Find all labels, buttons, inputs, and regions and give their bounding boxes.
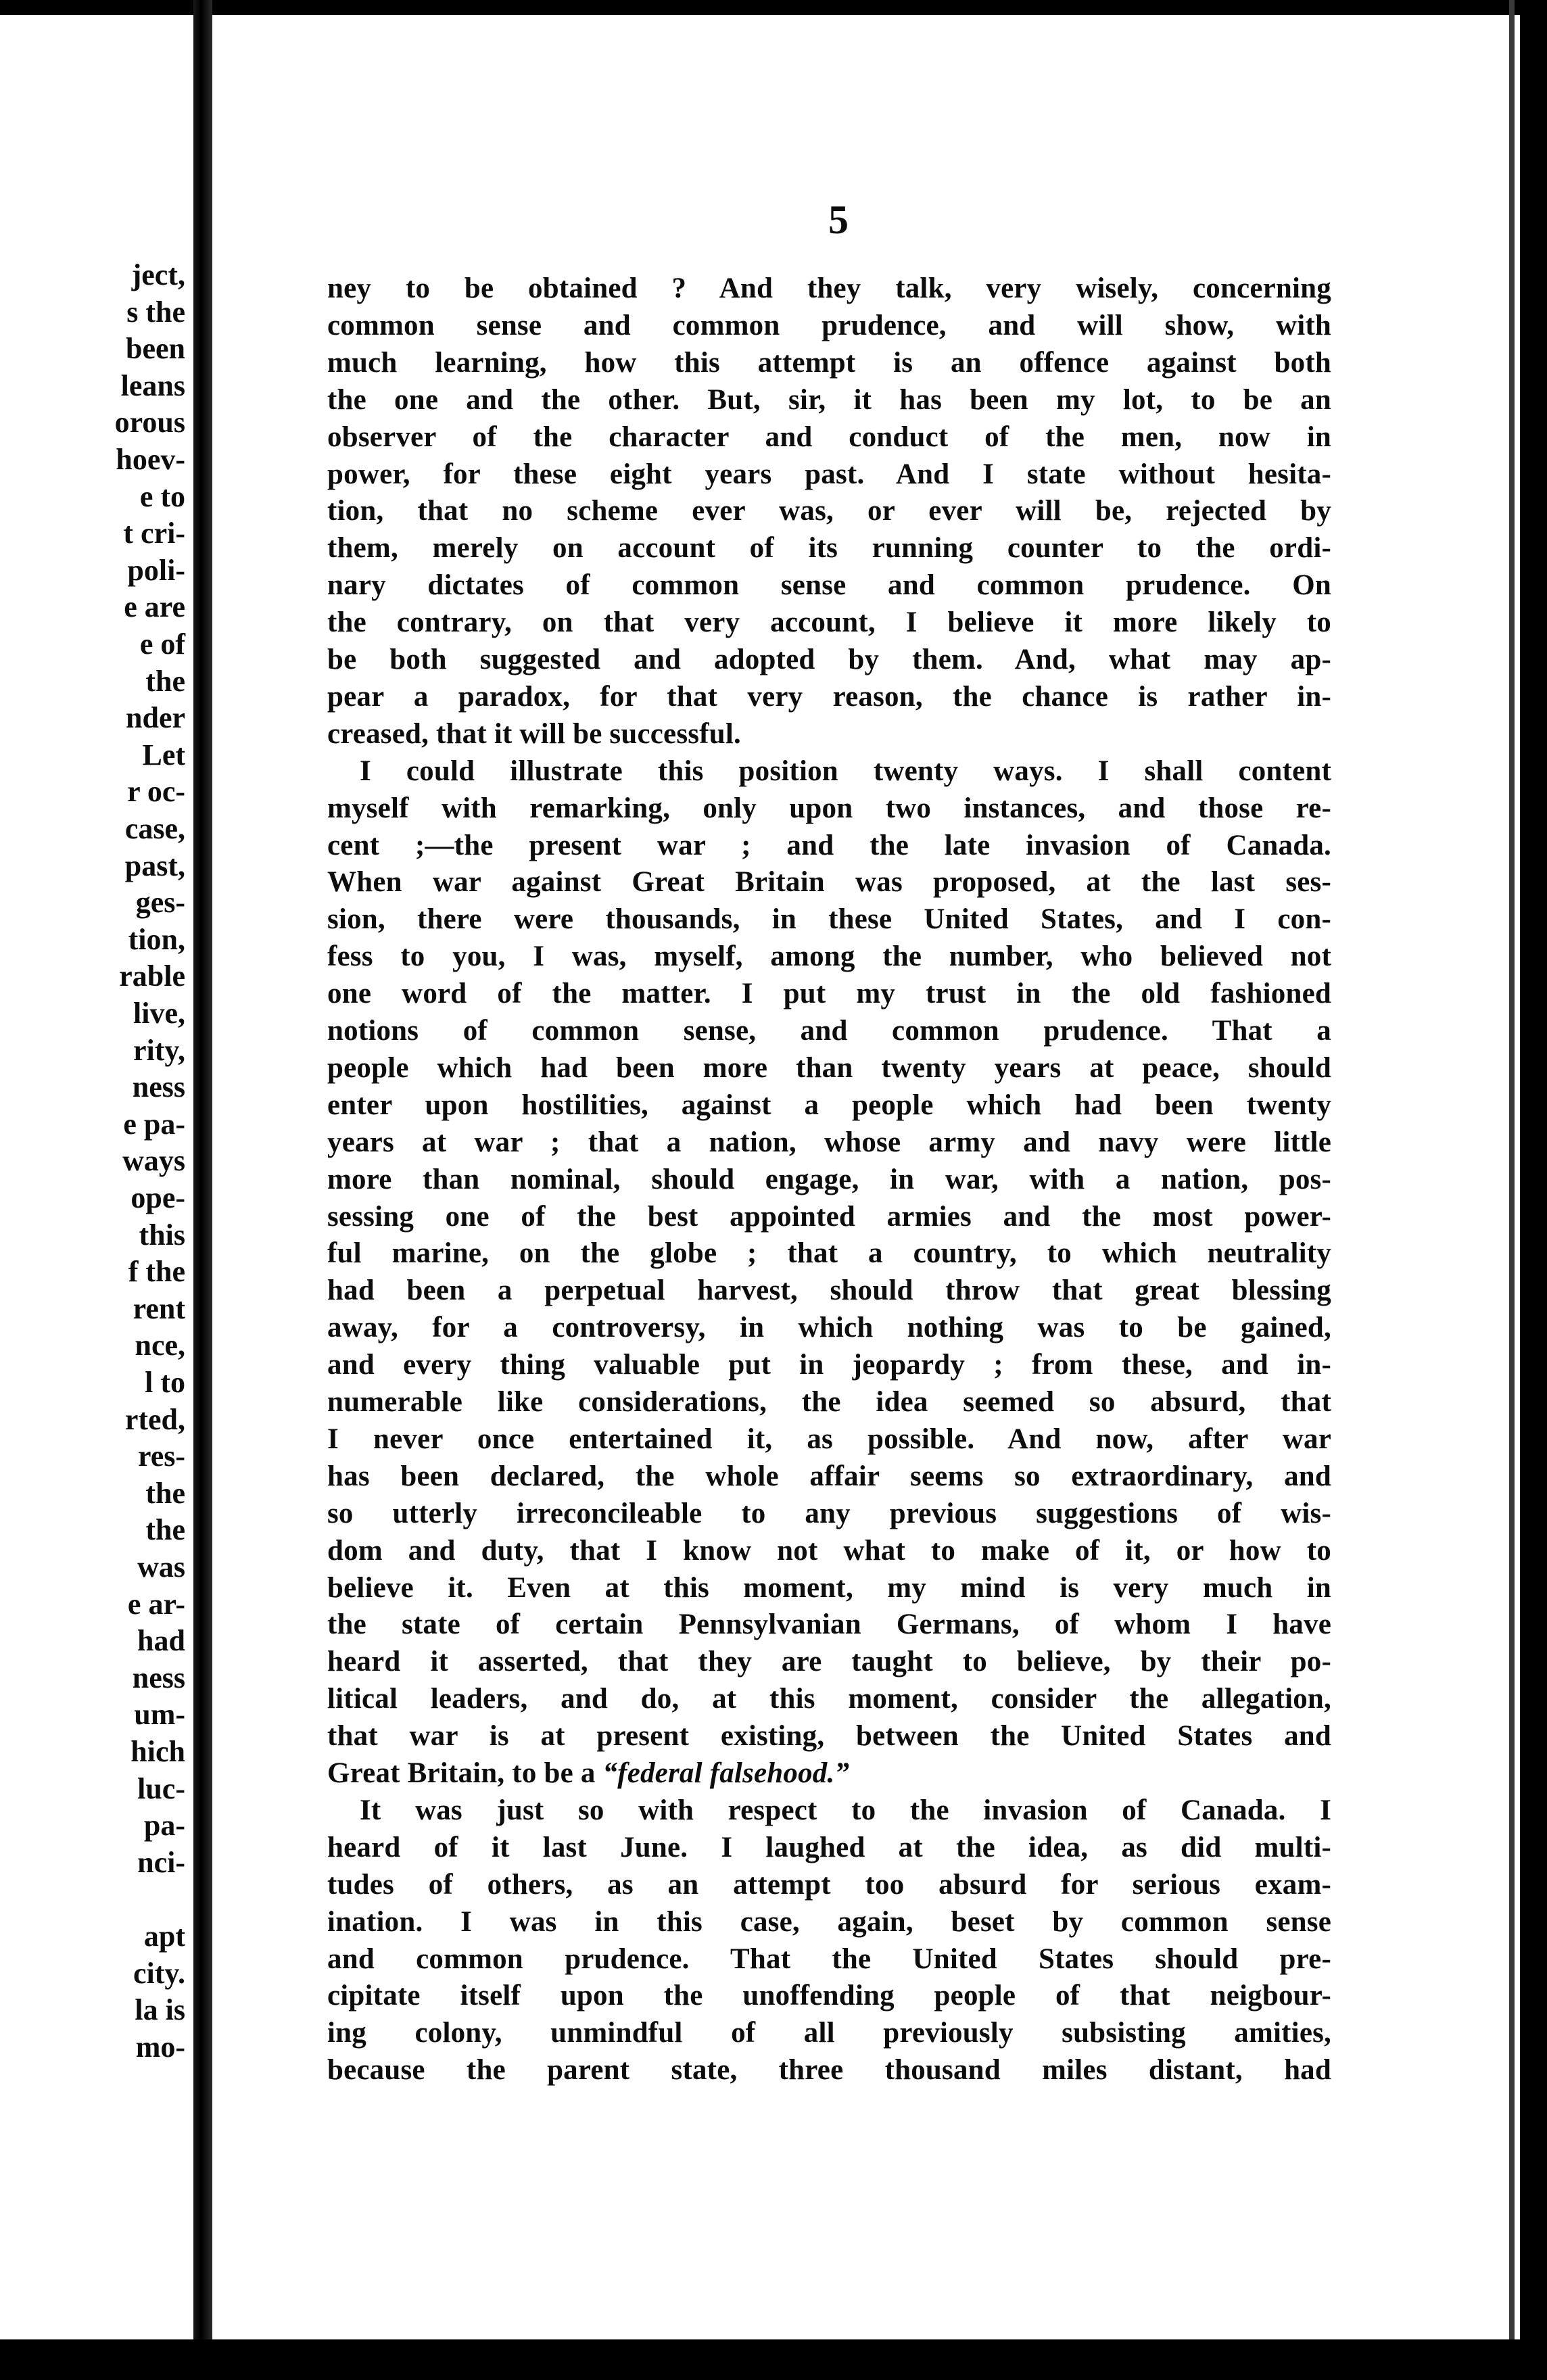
text-line bbox=[327, 1978, 1331, 2014]
text-line-content: and every thing valuable put in jeopardy ; from these, and in- bbox=[327, 1349, 1331, 1381]
facing-page-line: poli- bbox=[127, 553, 185, 587]
scan-border-bottom bbox=[0, 2339, 1547, 2380]
text-line-content: sessing one of the best appointed armies and the most power- bbox=[327, 1200, 1331, 1233]
text-line-content: litical leaders, and do, at this moment, consider the allegation, bbox=[327, 1683, 1331, 1715]
facing-page-line: um- bbox=[134, 1698, 185, 1732]
text-line-content: common sense and common prudence, and will show, with bbox=[327, 309, 1331, 341]
text-line bbox=[327, 419, 1331, 456]
text-line-content: enter upon hostilities, against a people which had been twenty bbox=[327, 1089, 1331, 1121]
facing-page-line: t cri- bbox=[123, 517, 185, 550]
text-line bbox=[327, 1384, 1331, 1421]
text-line bbox=[327, 1347, 1331, 1383]
text-line-content: Great Britain, to be a bbox=[327, 1757, 596, 1789]
facing-page-line: been bbox=[126, 332, 185, 366]
text-line-content: the one and the other. But, sir, it has been my lot, to be an bbox=[327, 383, 1331, 416]
text-line-content: power, for these eight years past. And I state without hesita- bbox=[327, 458, 1331, 490]
text-line bbox=[327, 976, 1331, 1012]
text-line bbox=[327, 1013, 1331, 1049]
facing-page-line: the bbox=[145, 1476, 185, 1510]
facing-page-line: ways bbox=[122, 1144, 185, 1178]
text-line-content: so utterly irreconcileable to any previous suggestions of wis- bbox=[327, 1497, 1331, 1529]
text-line-content: because the parent state, three thousand miles distant, had bbox=[327, 2054, 1331, 2087]
text-line bbox=[327, 1162, 1331, 1198]
facing-page-line: this bbox=[139, 1218, 185, 1252]
text-line-content: has been declared, the whole affair seems so extraordinary, and bbox=[327, 1460, 1331, 1492]
text-line-content: them, merely on account of its running counter to the ordi- bbox=[327, 532, 1331, 565]
facing-page-line: r oc- bbox=[127, 775, 185, 809]
text-line bbox=[327, 1050, 1331, 1087]
text-line-content: the state of certain Pennsylvanian Germans, of whom I have bbox=[327, 1609, 1331, 1641]
facing-page-line: e are bbox=[124, 590, 185, 624]
text-line bbox=[327, 1792, 1331, 1829]
facing-page-line: nder bbox=[126, 701, 185, 735]
facing-page-line: was bbox=[137, 1550, 185, 1584]
text-line-content: I never once entertained it, as possible. And now, after war bbox=[327, 1423, 1331, 1455]
text-line bbox=[327, 828, 1331, 864]
facing-page-line: e of bbox=[139, 627, 185, 661]
text-line bbox=[327, 1644, 1331, 1680]
text-line bbox=[327, 2052, 1331, 2089]
text-line-content: heard of it last June. I laughed at the idea, as did multi- bbox=[327, 1831, 1331, 1863]
text-line-content: nary dictates of common sense and common prudence. On bbox=[327, 569, 1331, 602]
facing-page-line: the bbox=[145, 1513, 185, 1547]
facing-page-line: ope- bbox=[130, 1181, 185, 1214]
text-line bbox=[327, 493, 1331, 529]
text-line bbox=[327, 1496, 1331, 1532]
text-line-content: It was just so with respect to the invasion of Canada. I bbox=[360, 1794, 1331, 1826]
text-line-content: tudes of others, as an attempt too absurd for serious exam- bbox=[327, 1868, 1331, 1901]
text-line-content: sion, there were thousands, in these United States, and I con- bbox=[327, 903, 1331, 936]
text-line-content: heard it asserted, that they are taught to believe, by their po- bbox=[327, 1646, 1331, 1678]
facing-page-fragment bbox=[0, 257, 193, 2082]
facing-page-line: city. bbox=[133, 1956, 185, 1990]
text-line-content: one word of the matter. I put my trust in the old fashioned bbox=[327, 978, 1331, 1010]
text-line-content: I could illustrate this position twenty ways. I shall content bbox=[360, 755, 1331, 787]
facing-page-line: ges- bbox=[135, 886, 185, 920]
text-line bbox=[327, 1718, 1331, 1755]
facing-page-line: f the bbox=[128, 1255, 185, 1289]
text-line bbox=[327, 456, 1331, 493]
scan-border-right bbox=[1520, 0, 1547, 2380]
text-line bbox=[327, 716, 1331, 753]
text-line bbox=[327, 1904, 1331, 1941]
text-line-content: creased, that it will be successful. bbox=[327, 717, 741, 750]
page-number: 5 bbox=[828, 197, 849, 242]
text-line-content: ful marine, on the globe ; that a country, to which neutrality bbox=[327, 1237, 1331, 1270]
text-line bbox=[327, 308, 1331, 344]
text-line bbox=[327, 1310, 1331, 1346]
text-line-content: away, for a controversy, in which nothing was to be gained, bbox=[327, 1312, 1331, 1344]
page-edge bbox=[1509, 0, 1515, 2380]
text-line-content: people which had been more than twenty years at peace, should bbox=[327, 1051, 1331, 1084]
text-line-content: numerable like considerations, the idea seemed so absurd, that bbox=[327, 1386, 1331, 1418]
facing-page-line: luc- bbox=[137, 1771, 185, 1805]
text-line-content: When war against Great Britain was proposed, at the last ses- bbox=[327, 866, 1331, 899]
text-line-content: pear a paradox, for that very reason, the chance is rather in- bbox=[327, 680, 1331, 713]
text-line-content: observer of the character and conduct of the men, now in bbox=[327, 421, 1331, 453]
text-line bbox=[327, 938, 1331, 975]
text-line-content: years at war ; that a nation, whose army and navy were little bbox=[327, 1126, 1331, 1158]
text-line bbox=[327, 1570, 1331, 1606]
facing-page-line: pa- bbox=[143, 1809, 185, 1842]
text-line bbox=[327, 1421, 1331, 1458]
facing-page-line: orous bbox=[114, 406, 185, 439]
text-line bbox=[327, 1941, 1331, 1978]
text-line bbox=[327, 1533, 1331, 1569]
text-line bbox=[327, 1458, 1331, 1495]
text-line bbox=[327, 679, 1331, 715]
text-line bbox=[327, 530, 1331, 567]
text-line bbox=[327, 790, 1331, 827]
text-line bbox=[327, 901, 1331, 938]
facing-page-line: e ar- bbox=[127, 1587, 185, 1621]
facing-page-line: nci- bbox=[137, 1845, 185, 1879]
text-line-content: fess to you, I was, myself, among the number, who believed not bbox=[327, 941, 1331, 973]
scan-border-top bbox=[0, 0, 1547, 15]
facing-page-line: live, bbox=[133, 997, 185, 1030]
facing-page-line: s the bbox=[126, 295, 185, 329]
facing-page-line: rable bbox=[119, 959, 185, 993]
text-line bbox=[327, 1606, 1331, 1643]
facing-page-line: tion, bbox=[128, 922, 185, 956]
text-line bbox=[327, 1124, 1331, 1161]
text-line-content: believe it. Even at this moment, my mind is very much in bbox=[327, 1571, 1331, 1604]
facing-page-line: la is bbox=[135, 1993, 185, 2027]
text-line-content: ing colony, unmindful of all previously subsisting amities, bbox=[327, 2017, 1331, 2049]
text-line-content: ney to be obtained ? And they talk, very wisely, concerning bbox=[327, 272, 1331, 304]
text-line-content: that war is at present existing, between the United States and bbox=[327, 1720, 1331, 1753]
text-line bbox=[327, 567, 1331, 604]
facing-page-line: past, bbox=[124, 849, 185, 882]
facing-page-line: rted, bbox=[124, 1402, 185, 1436]
facing-page-line: the bbox=[145, 664, 185, 698]
text-line-content: tion, that no scheme ever was, or ever will be, rejected by bbox=[327, 495, 1331, 527]
text-line bbox=[327, 604, 1331, 641]
text-line bbox=[327, 642, 1331, 678]
text-line-content: and common prudence. That the United States should pre- bbox=[327, 1943, 1331, 1975]
facing-page-line: hoev- bbox=[116, 443, 185, 476]
facing-page-line: ject, bbox=[131, 258, 185, 291]
text-line-content: notions of common sense, and common prudence. That a bbox=[327, 1015, 1331, 1047]
text-line bbox=[327, 1755, 1331, 1792]
facing-page-line: l to bbox=[145, 1366, 185, 1399]
facing-page-line: apt bbox=[143, 1920, 185, 1953]
text-line-content: had been a perpetual harvest, should throw that great blessing bbox=[327, 1275, 1331, 1307]
facing-page-line: hich bbox=[130, 1735, 185, 1768]
text-line bbox=[327, 1235, 1331, 1272]
facing-page-line bbox=[0, 1881, 185, 1918]
text-line bbox=[327, 753, 1331, 790]
facing-page-line: rent bbox=[133, 1291, 185, 1325]
facing-page-line: case, bbox=[124, 812, 185, 845]
facing-page-line: leans bbox=[120, 368, 185, 402]
text-line-content: ination. I was in this case, again, beset by common sense bbox=[327, 1905, 1331, 1938]
facing-page-line: mo- bbox=[135, 2030, 185, 2064]
text-line-content: dom and duty, that I know not what to make of it, or how to bbox=[327, 1534, 1331, 1567]
facing-page-line: ness bbox=[132, 1661, 185, 1694]
text-line bbox=[327, 382, 1331, 419]
facing-page-line: e to bbox=[139, 479, 185, 513]
text-line-content: more than nominal, should engage, in war, with a nation, pos- bbox=[327, 1163, 1331, 1195]
facing-page-line: ness bbox=[132, 1070, 185, 1104]
facing-page-line: e pa- bbox=[123, 1107, 185, 1141]
text-line bbox=[327, 1867, 1331, 1903]
text-line bbox=[327, 1830, 1331, 1866]
text-line bbox=[327, 1199, 1331, 1235]
text-line-content: cent ;—the present war ; and the late invasion of Canada. bbox=[327, 829, 1331, 861]
facing-page-line: had bbox=[137, 1624, 185, 1658]
text-line bbox=[327, 270, 1331, 307]
italic-quote: “federal falsehood.” bbox=[595, 1757, 850, 1789]
text-line bbox=[327, 1272, 1331, 1309]
facing-page-line: nce, bbox=[135, 1329, 185, 1362]
text-line bbox=[327, 1087, 1331, 1124]
book-gutter bbox=[193, 0, 212, 2380]
text-line bbox=[327, 1681, 1331, 1717]
text-line-content: the contrary, on that very account, I believe it more likely to bbox=[327, 606, 1331, 639]
facing-page-line: Let bbox=[142, 738, 185, 771]
text-line bbox=[327, 864, 1331, 901]
facing-page-line: rity, bbox=[133, 1033, 185, 1067]
text-line-content: myself with remarking, only upon two instances, and those re- bbox=[327, 792, 1331, 824]
text-line bbox=[327, 2015, 1331, 2051]
text-line-content: cipitate itself upon the unoffending people of that neigbour- bbox=[327, 1980, 1331, 2012]
text-line-content: be both suggested and adopted by them. And, what may ap- bbox=[327, 644, 1331, 675]
body-text bbox=[327, 270, 1331, 2103]
text-line bbox=[327, 345, 1331, 381]
facing-page-line: res- bbox=[137, 1439, 185, 1473]
text-line-content: much learning, how this attempt is an offence against both bbox=[327, 346, 1331, 379]
